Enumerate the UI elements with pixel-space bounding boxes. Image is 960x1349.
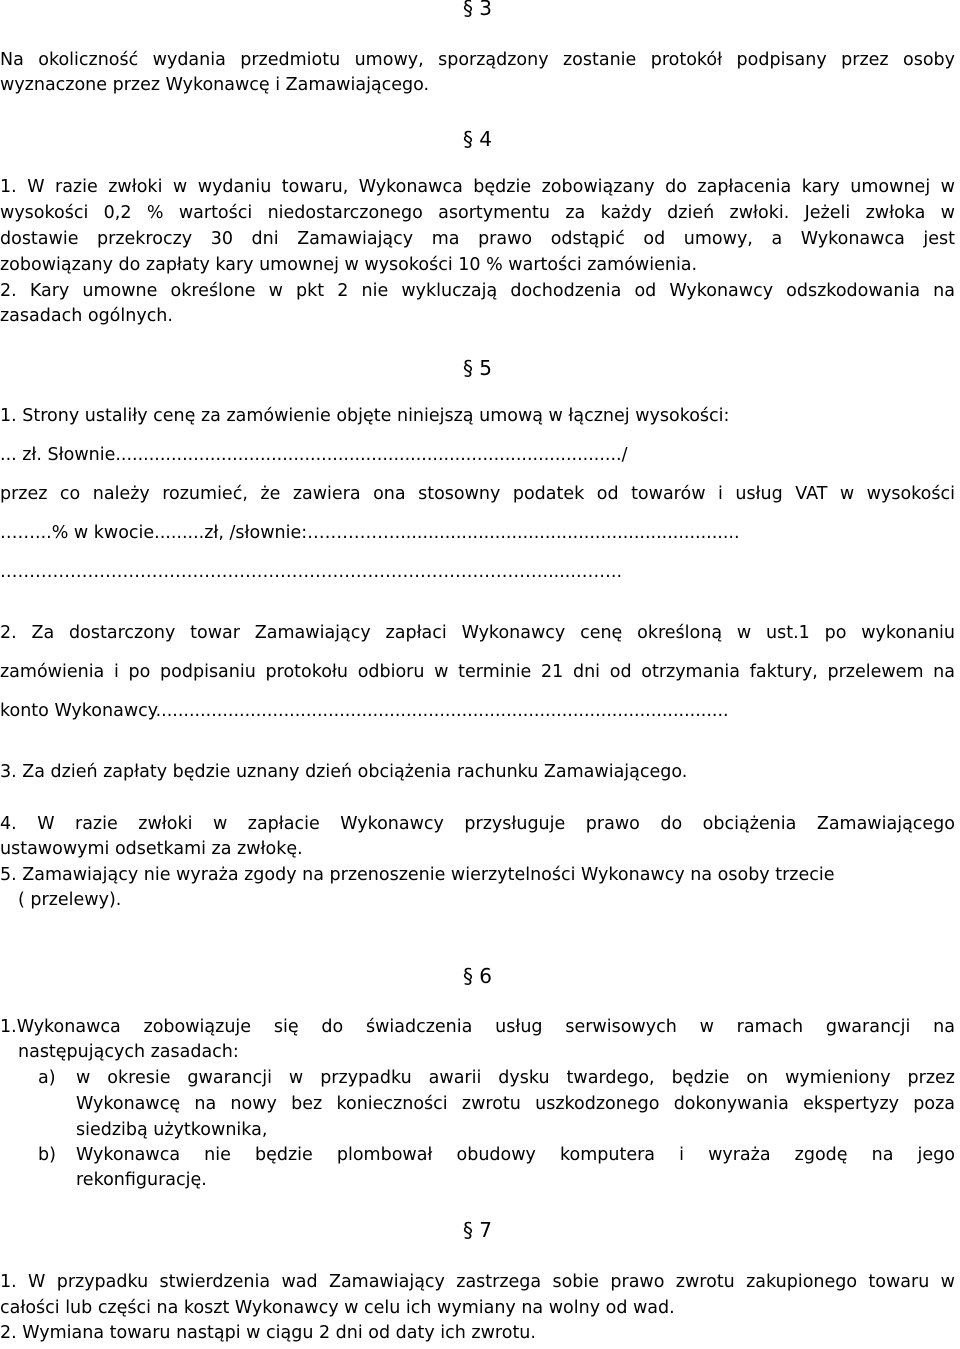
section-4-line-1: 1. W razie zwłoki w wydaniu towaru, Wykonawca będzie zobowiązany do zapłacenia kary umownej w <box>0 177 955 197</box>
section-5-line-5: …………………………………………………………………………………......…….. <box>0 562 623 582</box>
section-4-line-2: wysokości 0,2 % wartości niedostarczonego asortymentu za każdy dzień zwłoki. Jeżeli zwłoka w <box>0 203 955 223</box>
section-5-line-3: przez co należy rozumieć, że zawiera ona stosowny podatek od towarów i usług VAT w wysokości <box>0 484 955 504</box>
section-3-line-2: wyznaczone przez Wykonawcę i Zamawiającego. <box>0 75 430 95</box>
section-4-line-5: 2. Kary umowne określone w pkt 2 nie wykluczają dochodzenia od Wykonawcy odszkodowania na <box>0 281 955 301</box>
section-5-line-12: 5. Zamawiający nie wyraża zgody na przenoszenie wierzytelności Wykonawcy na osoby trzecie <box>0 865 835 885</box>
list-item-b-label: b) <box>38 1145 56 1165</box>
section-5-heading: § 5 <box>462 356 493 380</box>
section-6-line-1: 1.Wykonawca zobowiązuje się do świadczenia usług serwisowych w ramach gwarancji na <box>0 1017 955 1037</box>
section-7-line-2: całości lub części na koszt Wykonawcy w celu ich wymiany na wolny od wad. <box>0 1298 675 1318</box>
section-5-line-13: ( przelewy). <box>18 890 122 910</box>
list-item-b-line-1: Wykonawca nie będzie plombował obudowy komputera i wyraża zgodę na jego <box>76 1145 955 1165</box>
list-item-b-line-2: rekonfigurację. <box>76 1170 207 1190</box>
section-4-line-3: dostawie przekroczy 30 dni Zamawiający ma prawo odstąpić od umowy, a Wykonawca jest <box>0 229 955 249</box>
section-5-line-11: ustawowymi odsetkami za zwłokę. <box>0 839 303 859</box>
section-7-line-1: 1. W przypadku stwierdzenia wad Zamawiający zastrzega sobie prawo zwrotu zakupionego towaru w <box>0 1272 955 1292</box>
list-item-a-label: a) <box>38 1068 56 1088</box>
section-5-line-1: 1. Strony ustaliły cenę za zamówienie objęte niniejszą umową w łącznej wysokości: <box>0 406 730 426</box>
section-5-line-2: ... zł. Słownie.........................................................................................../ <box>0 445 628 465</box>
section-5-line-7: zamówienia i po podpisaniu protokołu odbioru w terminie 21 dni od otrzymania faktury, przelewem na <box>0 662 955 682</box>
section-3-line-1: Na okoliczność wydania przedmiotu umowy, sporządzony zostanie protokół podpisany przez osoby <box>0 50 955 70</box>
list-item-a-line-2: Wykonawcę na nowy bez konieczności zwrotu uszkodzonego dokonywania ekspertyzy poza <box>76 1094 955 1114</box>
list-item-a-line-3: siedzibą użytkownika, <box>76 1120 268 1140</box>
section-4-line-6: zasadach ogólnych. <box>0 306 173 326</box>
section-4-heading: § 4 <box>462 127 493 151</box>
section-5-line-10: 4. W razie zwłoki w zapłacie Wykonawcy przysługuje prawo do obciążenia Zamawiającego <box>0 814 955 834</box>
section-4-line-4: zobowiązany do zapłaty kary umownej w wysokości 10 % wartości zamówienia. <box>0 255 698 275</box>
section-7-line-3: 2. Wymiana towaru nastąpi w ciągu 2 dni od daty ich zwrotu. <box>0 1323 536 1343</box>
section-5-line-4: ……...% w kwocie.........zł, /słownie:…………….............................................................. <box>0 523 740 543</box>
section-6-heading: § 6 <box>462 964 493 988</box>
section-5-line-9: 3. Za dzień zapłaty będzie uznany dzień obciążenia rachunku Zamawiającego. <box>0 762 688 782</box>
section-3-heading: § 3 <box>462 0 493 20</box>
section-5-line-8: konto Wykonawcy....................................................................................................... <box>0 701 729 721</box>
section-5-line-6: 2. Za dostarczony towar Zamawiający zapłaci Wykonawcy cenę określoną w ust.1 po wykonaniu <box>0 623 955 643</box>
section-7-heading: § 7 <box>462 1218 493 1242</box>
list-item-a-line-1: w okresie gwarancji w przypadku awarii dysku twardego, będzie on wymieniony przez <box>76 1068 955 1088</box>
section-6-line-2: następujących zasadach: <box>18 1042 239 1062</box>
